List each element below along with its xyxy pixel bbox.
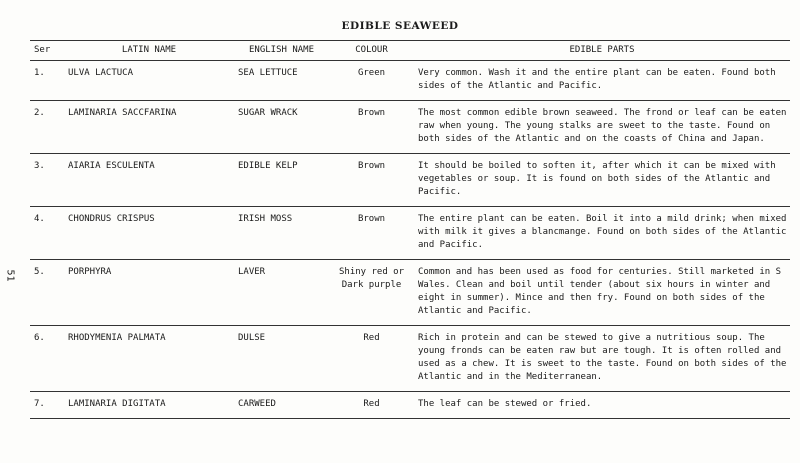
- header-row: [30, 41, 790, 61]
- latin-name-cell: CHONDRUS CRISPUS: [64, 207, 234, 260]
- header-colour: COLOUR: [329, 41, 414, 61]
- table-row: [30, 207, 790, 260]
- table-row: [30, 154, 790, 207]
- edible-parts-cell: Very common. Wash it and the entire plant can be eaten. Found both sides of the Atlantic and Pacific.: [414, 61, 790, 101]
- english-name-cell: LAVER: [234, 260, 329, 326]
- header-latin-name: LATIN NAME: [64, 41, 234, 61]
- latin-name-cell: PORPHYRA: [64, 260, 234, 326]
- edible-parts-cell: Rich in protein and can be stewed to give a nutritious soup. The young fronds can be eaten raw but are tough. It is often rolled and used as a chew. It is sweet to the taste. Found on both sides of the Atlantic and in the Mediterranean.: [414, 326, 790, 392]
- ser-cell: 4.: [30, 207, 64, 260]
- colour-cell: Shiny red or Dark purple: [329, 260, 414, 326]
- english-name-cell: DULSE: [234, 326, 329, 392]
- ser-cell: 5.: [30, 260, 64, 326]
- colour-cell: Brown: [329, 101, 414, 154]
- ser-cell: 7.: [30, 392, 64, 419]
- table-row: [30, 326, 790, 392]
- latin-name-cell: ULVA LACTUCA: [64, 61, 234, 101]
- english-name-cell: CARWEED: [234, 392, 329, 419]
- edible-parts-cell: The entire plant can be eaten. Boil it into a mild drink; when mixed with milk it gives a blancmange. Found on both sides of the Atlantic and Pacific.: [414, 207, 790, 260]
- ser-cell: 1.: [30, 61, 64, 101]
- colour-cell: Brown: [329, 207, 414, 260]
- english-name-cell: IRISH MOSS: [234, 207, 329, 260]
- ser-cell: 3.: [30, 154, 64, 207]
- table-row: [30, 61, 790, 101]
- english-name-cell: SUGAR WRACK: [234, 101, 329, 154]
- page-title: EDIBLE SEAWEED: [341, 20, 459, 32]
- colour-cell: Red: [329, 326, 414, 392]
- table-row: [30, 392, 790, 419]
- colour-cell: Green: [329, 61, 414, 101]
- edible-parts-cell: The leaf can be stewed or fried.: [414, 392, 790, 419]
- seaweed-table: [30, 40, 790, 419]
- header-english-name: ENGLISH NAME: [234, 41, 329, 61]
- latin-name-cell: RHODYMENIA PALMATA: [64, 326, 234, 392]
- english-name-cell: SEA LETTUCE: [234, 61, 329, 101]
- latin-name-cell: LAMINARIA DIGITATA: [64, 392, 234, 419]
- table-row: [30, 260, 790, 326]
- table-row: [30, 101, 790, 154]
- ser-cell: 2.: [30, 101, 64, 154]
- colour-cell: Brown: [329, 154, 414, 207]
- latin-name-cell: LAMINARIA SACCFARINA: [64, 101, 234, 154]
- colour-cell: Red: [329, 392, 414, 419]
- page-number: 51: [4, 269, 16, 282]
- latin-name-cell: AIARIA ESCULENTA: [64, 154, 234, 207]
- english-name-cell: EDIBLE KELP: [234, 154, 329, 207]
- header-edible-parts: EDIBLE PARTS: [414, 41, 790, 61]
- edible-parts-cell: Common and has been used as food for centuries. Still marketed in S Wales. Clean and boil until tender (about six hours in winter and eight in summer). Mince and then fry. Found on both sides of the Atlantic and Pacific.: [414, 260, 790, 326]
- ser-cell: 6.: [30, 326, 64, 392]
- header-ser: Ser: [30, 41, 64, 61]
- edible-parts-cell: It should be boiled to soften it, after which it can be mixed with vegetables or soup. It is found on both sides of the Atlantic and Pacific.: [414, 154, 790, 207]
- edible-parts-cell: The most common edible brown seaweed. The frond or leaf can be eaten raw when young. The young stalks are sweet to the taste. Found on both sides of the Atlantic and on the coasts of China and Japan.: [414, 101, 790, 154]
